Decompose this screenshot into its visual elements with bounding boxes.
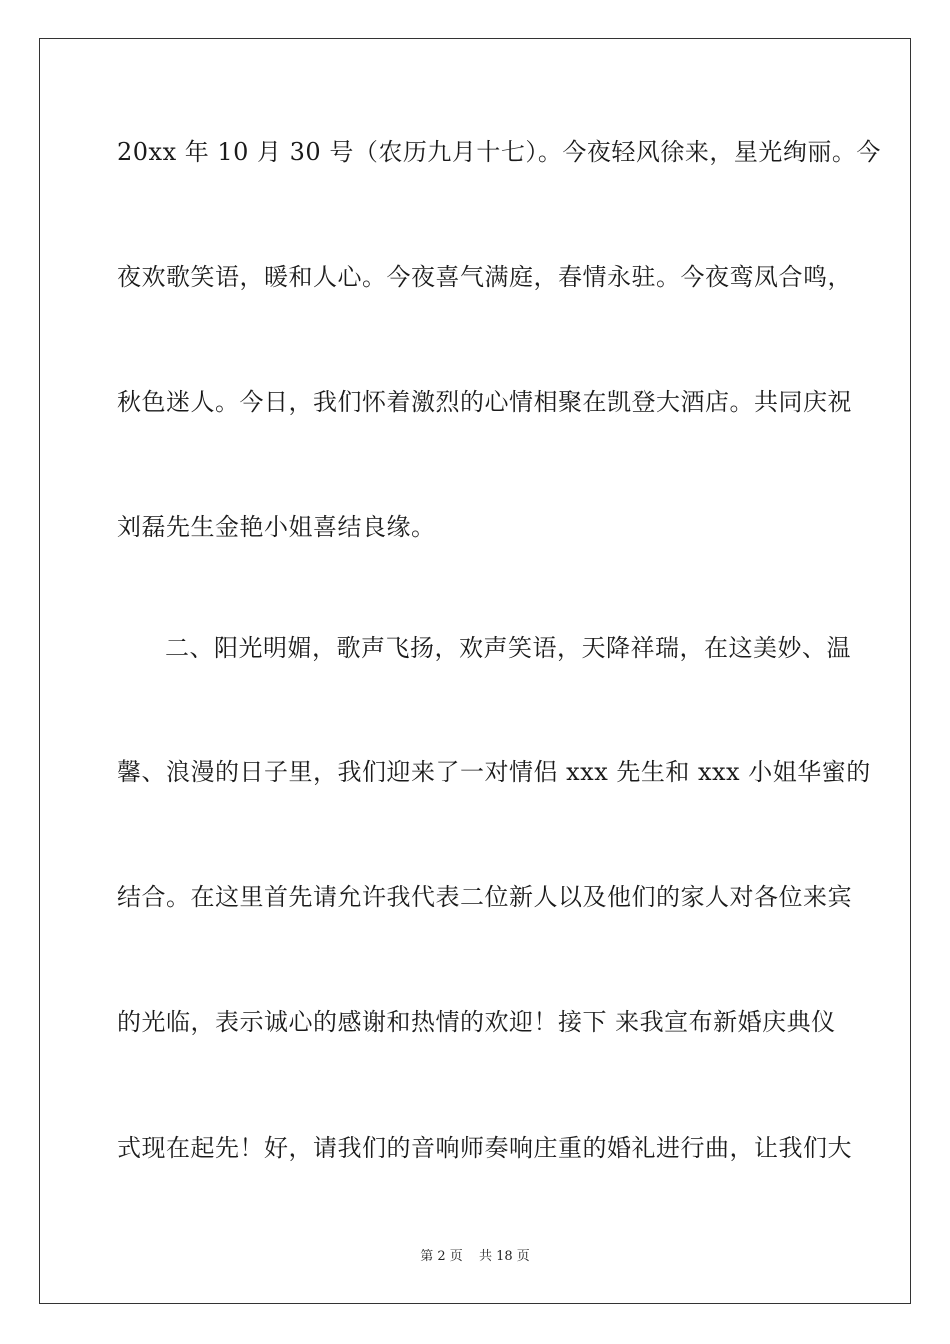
body-line-7: 结合。在这里首先请允许我代表二位新人以及他们的家人对各位来宾 <box>117 883 852 911</box>
body-line-4: 刘磊先生金艳小姐喜结良缘。 <box>117 513 436 541</box>
footer-page-total: 共 18 页 <box>478 1249 530 1264</box>
body-line-1: 20xx 年 10 月 30 号（农历九月十七）。今夜轻风徐来，星光绚丽。今 <box>117 138 881 166</box>
footer-page-current: 第 2 页 <box>420 1249 463 1264</box>
body-line-5-paragraph-start: 二、阳光明媚，歌声飞扬，欢声笑语，天降祥瑞，在这美妙、温 <box>165 634 851 662</box>
body-line-6: 馨、浪漫的日子里，我们迎来了一对情侣 xxx 先生和 xxx 小姐华蜜的 <box>117 758 871 786</box>
page-border <box>39 38 911 1304</box>
page-footer <box>0 1248 950 1266</box>
body-line-8: 的光临，表示诚心的感谢和热情的欢迎！接下 来我宣布新婚庆典仪 <box>117 1008 836 1036</box>
body-line-9: 式现在起先！好，请我们的音响师奏响庄重的婚礼进行曲，让我们大 <box>117 1134 852 1162</box>
body-line-2: 夜欢歌笑语，暖和人心。今夜喜气满庭，春情永驻。今夜鸾凤合鸣， <box>117 263 852 291</box>
body-line-3: 秋色迷人。今日，我们怀着激烈的心情相聚在凯登大酒店。共同庆祝 <box>117 388 852 416</box>
